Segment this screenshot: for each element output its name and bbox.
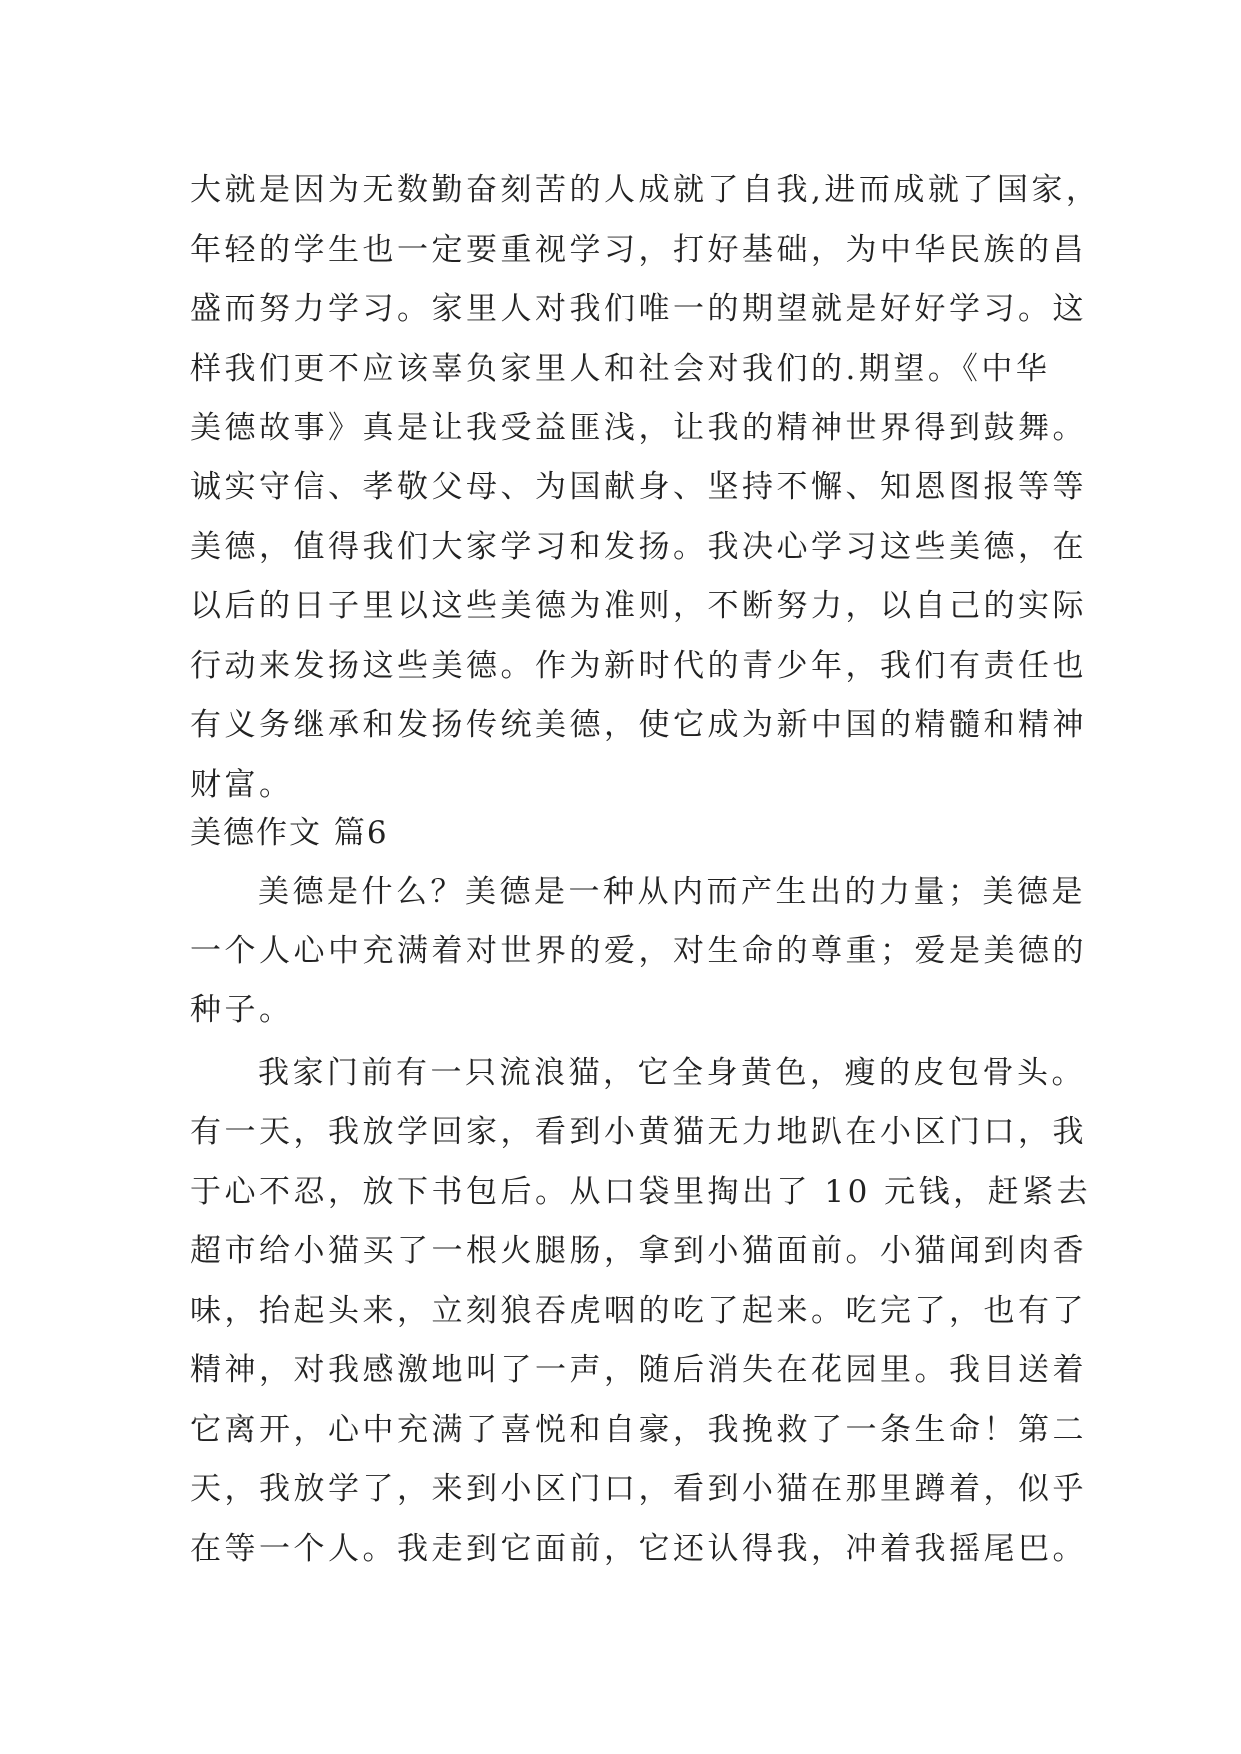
text-line: 它离开，心中充满了喜悦和自豪，我挽救了一条生命！第二 <box>190 1412 1087 1448</box>
paragraph-first-line: 我家门前有一只流浪猫，它全身黄色，瘦的皮包骨头。 <box>258 1055 1086 1091</box>
text-line: 行动来发扬这些美德。作为新时代的青少年，我们有责任也 <box>190 648 1087 684</box>
text-line: 天，我放学了，来到小区门口，看到小猫在那里蹲着，似乎 <box>190 1471 1087 1507</box>
text-line: 财富。 <box>190 767 294 803</box>
text-line: 年轻的学生也一定要重视学习，打好基础，为中华民族的昌 <box>190 232 1087 268</box>
text-line: 于心不忍，放下书包后。从口袋里掏出了 10 元钱，赶紧去 <box>190 1174 1092 1210</box>
text-line: 盛而努力学习。家里人对我们唯一的期望就是好好学习。这 <box>190 291 1087 327</box>
text-line: 精神，对我感激地叫了一声，随后消失在花园里。我目送着 <box>190 1352 1087 1388</box>
paragraph-first-line: 美德是什么？美德是一种从内而产生出的力量；美德是 <box>258 874 1086 910</box>
text-line: 大就是因为无数勤奋刻苦的人成就了自我,进而成就了国家， <box>190 172 1101 208</box>
text-line: 味，抬起头来，立刻狼吞虎咽的吃了起来。吃完了，也有了 <box>190 1293 1087 1329</box>
text-line: 种子。 <box>190 992 294 1028</box>
text-line: 一个人心中充满着对世界的爱，对生命的尊重；爱是美德的 <box>190 933 1087 969</box>
text-line: 以后的日子里以这些美德为准则，不断努力，以自己的实际 <box>190 588 1087 624</box>
text-line: 超市给小猫买了一根火腿肠，拿到小猫面前。小猫闻到肉香 <box>190 1233 1087 1269</box>
text-line: 美德故事》真是让我受益匪浅，让我的精神世界得到鼓舞。 <box>190 410 1087 446</box>
text-line: 在等一个人。我走到它面前，它还认得我，冲着我摇尾巴。 <box>190 1531 1087 1567</box>
text-line: 诚实守信、孝敬父母、为国献身、坚持不懈、知恩图报等等 <box>190 469 1087 505</box>
text-line: 有一天，我放学回家，看到小黄猫无力地趴在小区门口，我 <box>190 1114 1087 1150</box>
text-line: 有义务继承和发扬传统美德，使它成为新中国的精髓和精神 <box>190 707 1087 743</box>
text-line: 样我们更不应该辜负家里人和社会对我们的.期望。《中华 <box>190 351 1051 387</box>
section-heading: 美德作文 篇6 <box>190 815 389 851</box>
text-line: 美德，值得我们大家学习和发扬。我决心学习这些美德，在 <box>190 529 1087 565</box>
